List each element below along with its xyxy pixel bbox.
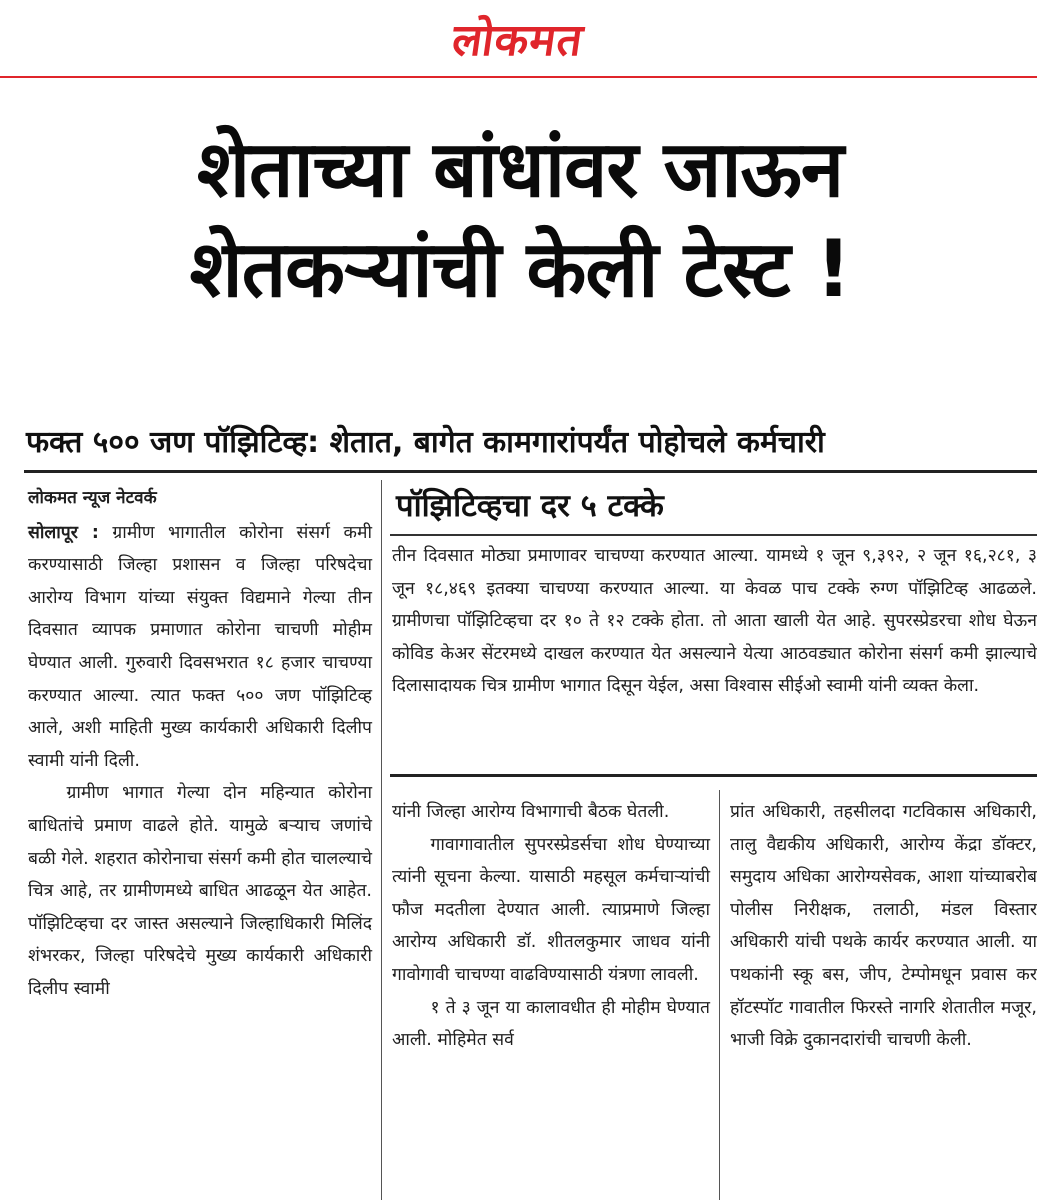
byline: लोकमत न्यूज नेटवर्क — [28, 488, 157, 508]
paragraph: ग्रामीण भागात गेल्या दोन महिन्यात कोरोना बाधितांचे प्रमाण वाढले होते. यामुळे बऱ्याच जणांचे बळी गेले. शहरात कोरोनाचा संसर्ग कमी होत चालल्याचे चित्र आहे, तर ग्रामीणमध्ये बाधित आढळून येत आहेत. पॉझिटिव्हचा दर जास्त असल्याने जिल्हाधिकारी मिलिंद शंभरकर, जिल्हा परिषदेचे मुख्य कार्यकारी अधिकारी दिलीप स्वामी — [28, 783, 372, 999]
paragraph: गावागावातील सुपरस्प्रेडर्सचा शोध घेण्याच्या त्यांनी सूचना केल्या. यासाठी महसूल कर्मचाऱ्यांची फौज मदतीला देण्यात आली. त्याप्रमाणे जिल्हा आरोग्य अधिकारी डॉ. शीतलकुमार जाधव यांनी गावोगावी चाचण्या वाढविण्यासाठी यंत्रणा लावली. — [392, 834, 710, 985]
subheadline: फक्त ५०० जण पॉझिटिव्ह: शेतात, बागेत कामगारांपर्यंत पोहोचले कर्मचारी — [26, 425, 825, 460]
paragraph: प्रांत अधिकारी, तहसीलदा गटविकास अधिकारी, तालु वैद्यकीय अधिकारी, आरोग्य केंद्रा डॉक्टर, समुदाय अधिका आरोग्यसेवक, आशा यांच्याबरोब पोलीस निरीक्षक, तलाठी, मंडल विस्तार अधिकारी यांची पथके कार्यर करण्यात आली. या पथकांनी स्कू बस, जीप, टेम्पोमधून प्रवास कर हॉटस्पॉट गावातील फिरस्ते नागरि शेतातील मजूर, भाजी विक्रे दुकानदारांची चाचणी केली. — [730, 802, 1037, 1051]
article-column-3 — [392, 796, 710, 1057]
paragraph: १ ते ३ जून या कालावधीत ही मोहीम घेण्यात आली. मोहिमेत सर्व — [392, 997, 710, 1051]
box-heading-rule — [390, 534, 1037, 536]
masthead — [0, 0, 1037, 76]
headline-line-1: शेताच्या बांधांवर जाऊन — [196, 125, 844, 215]
dateline: सोलापूर : — [28, 522, 99, 543]
column-divider — [381, 480, 382, 1200]
headline — [20, 120, 1020, 320]
column-divider — [719, 790, 720, 1200]
subhead-rule — [24, 470, 1037, 473]
box-paragraph: तीन दिवसात मोठ्या प्रमाणावर चाचण्या करण्यात आल्या. यामध्ये १ जून ९,३९२, २ जून १६,२८१, ३ जून १८,४६९ इतक्या चाचण्या करण्यात आल्या. या केवळ पाच टक्के रुग्ण पॉझिटिव्ह आढळले. ग्रामीणचा पॉझिटिव्हचा दर १० ते १२ टक्के होता. तो आता खाली येत आहे. सुपरस्प्रेडरचा शोध घेऊन कोविड केअर सेंटरमध्ये दाखल करण्यात येत असल्याने येत्या आठवड्यात कोरोना संसर्ग कमी झाल्याचे दिलासादायक चित्र ग्रामीण भागात दिसून येईल, असा विश्वास सीईओ स्वामी यांनी व्यक्त केला. — [392, 546, 1037, 697]
newspaper-logo: लोकमत — [449, 15, 587, 66]
box-heading: पॉझिटिव्हचा दर ५ टक्के — [396, 488, 664, 524]
box-text — [392, 540, 1037, 770]
lead-paragraph-text: ग्रामीण भागातील कोरोना संसर्ग कमी करण्यासाठी जिल्हा प्रशासन व जिल्हा परिषदेचा आरोग्य विभाग यांच्या संयुक्त विद्यमाने गेल्या तीन दिवसात व्यापक प्रमाणात कोरोना चाचणी मोहीम घेण्यात आली. गुरुवारी दिवसभरात १८ हजार चाचण्या करण्यात आल्या. त्यात फक्त ५०० जण पॉझिटिव्ह आले, अशी माहिती मुख्य कार्यकारी अधिकारी दिलीप स्वामी यांनी दिली. — [28, 522, 372, 771]
headline-line-2: शेतकऱ्यांची केली टेस्ट ! — [189, 225, 851, 315]
lead-paragraph — [28, 517, 372, 778]
masthead-rule — [0, 76, 1037, 78]
article-column-1 — [28, 482, 372, 1006]
box-bottom-rule — [390, 774, 1037, 777]
paragraph: यांनी जिल्हा आरोग्य विभागाची बैठक घेतली. — [392, 802, 670, 822]
article-column-4 — [730, 796, 1037, 1200]
